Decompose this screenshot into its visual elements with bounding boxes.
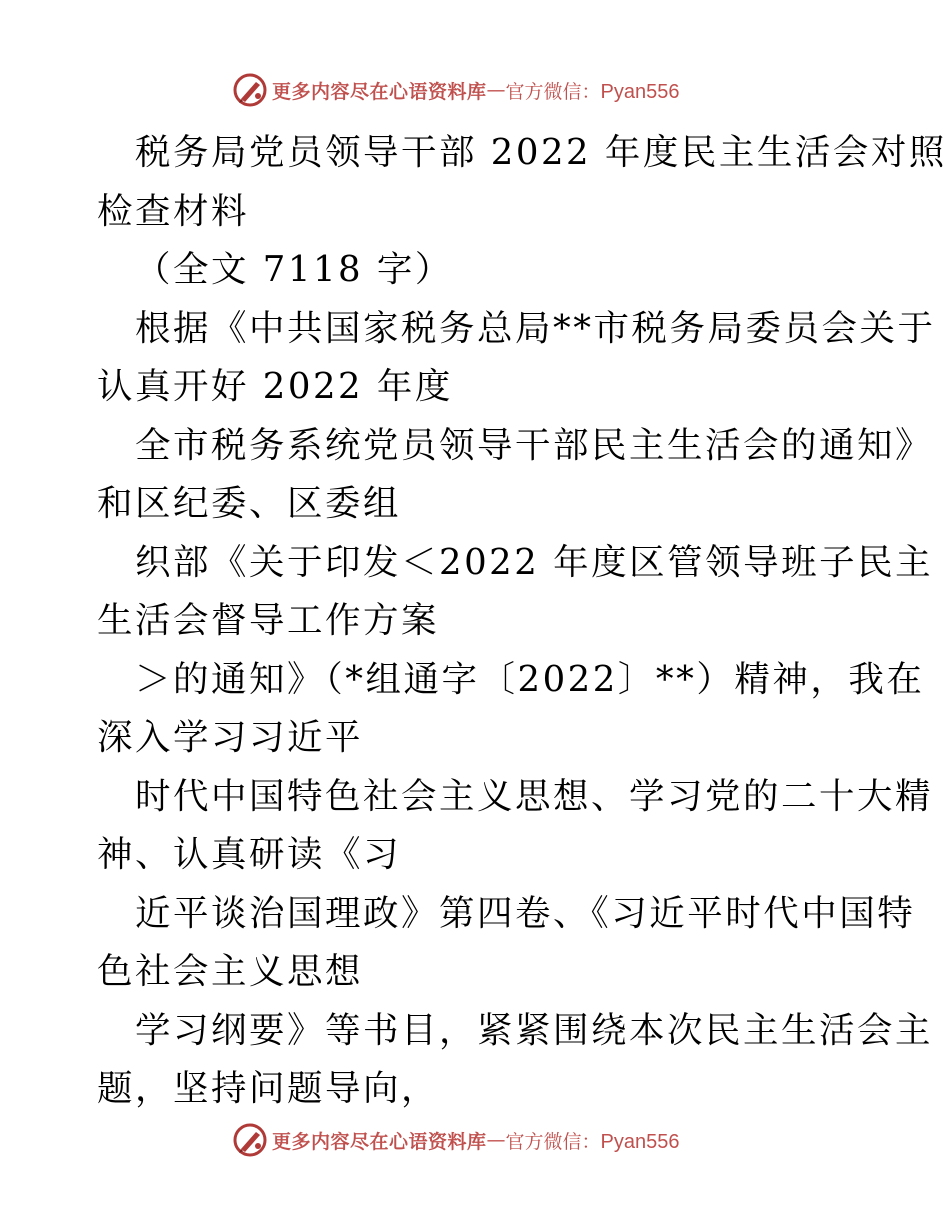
document-title xyxy=(97,124,947,241)
paragraph xyxy=(97,768,934,885)
paragraph xyxy=(97,1002,934,1119)
paragraph-line: 深入学习习近平 xyxy=(97,717,364,758)
banner-text: 更多内容尽在心语资料库 xyxy=(272,1130,487,1153)
footer-banner xyxy=(232,1120,680,1160)
title-line-1: 税务局党员领导干部 2022 年度民主生活会对照 xyxy=(135,132,947,173)
paragraph-line: 学习纲要》等书目，紧紧围绕本次民主生活会主 xyxy=(135,1009,934,1051)
paragraph-line: 和区纪委、区委组 xyxy=(97,483,402,524)
banner-separator: — xyxy=(486,79,506,101)
paragraph-line: 神、认真研读《习 xyxy=(97,834,402,875)
paragraph-line: 近平谈治国理政》第四卷、《习近平时代中国特 xyxy=(135,892,916,934)
paragraph-line: ＞的通知》（*组通字〔2022〕**）精神，我在 xyxy=(135,658,925,700)
document-body xyxy=(97,124,947,1119)
banner-wechat-label: 官方微信： xyxy=(505,1130,601,1153)
banner-wechat-label: 官方微信： xyxy=(505,80,601,103)
paragraph-line: 时代中国特色社会主义思想、学习党的二十大精 xyxy=(135,775,934,817)
paragraph xyxy=(97,651,925,768)
pen-seal-logo-icon xyxy=(232,1122,268,1158)
banner-account: Pyan556 xyxy=(600,1130,680,1153)
header-banner xyxy=(232,70,680,110)
banner-wechat xyxy=(506,1127,680,1154)
paragraph xyxy=(97,417,934,534)
paragraph xyxy=(97,534,934,651)
paragraph-line: 生活会督导工作方案 xyxy=(97,600,440,641)
word-count: （全文 7118 字） xyxy=(135,249,453,290)
paragraph-line: 织部《关于印发＜2022 年度区管领导班子民主 xyxy=(135,541,934,583)
pen-seal-logo-icon xyxy=(232,72,268,108)
paragraph xyxy=(97,300,936,417)
banner-wechat xyxy=(506,77,680,104)
banner-text: 更多内容尽在心语资料库 xyxy=(272,80,487,103)
title-line-2: 检查材料 xyxy=(97,190,250,232)
paragraph-line: 全市税务系统党员领导干部民主生活会的通知》 xyxy=(135,424,934,466)
banner-separator: — xyxy=(486,1129,506,1151)
paragraph-line: 题，坚持问题导向， xyxy=(97,1068,440,1109)
paragraph-line: 认真开好 2022 年度 xyxy=(97,366,453,407)
banner-account: Pyan556 xyxy=(600,80,680,103)
paragraph-line: 色社会主义思想 xyxy=(97,951,364,992)
paragraph-line: 根据《中共国家税务总局**市税务局委员会关于 xyxy=(135,307,936,349)
paragraph xyxy=(97,885,916,1002)
